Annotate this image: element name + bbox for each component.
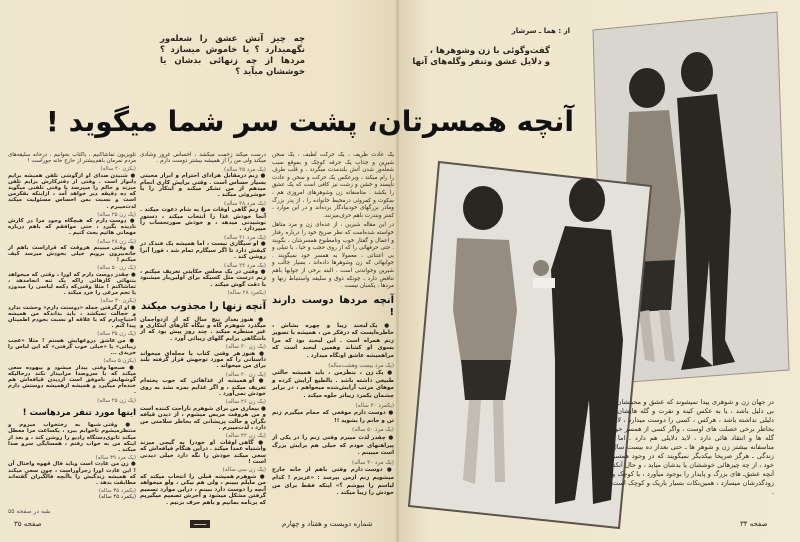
- quote-paragraph: ● زنم درمقابل هرادای احترام و ابراز محبتی بسیار حساس است . وقتی برایش کاری انجام میدهم از من تشکر میکند و اینکار را با خوشروئی میکند .: [140, 173, 266, 199]
- page-number-left: صفحه ۳۵: [14, 520, 42, 528]
- quote-paragraph: ● زن من عادت است وباید فال قهوه واختال آن ! این عادت اورا زجرآوراست ، چون سعی میکند که همیشه زندگیش را باآنچه فالگیران گفته‌اند مطابقت بدهد .: [8, 461, 136, 486]
- section-heading: آنچه زنها را مجذوب میکند: [141, 300, 266, 312]
- quote-paragraph: (یکمرد ۴۵ ساله): [98, 494, 136, 501]
- respondent-tag: (یک مرد ۳۱ ساله): [224, 234, 266, 241]
- respondent-tag: (یک مرد ۳۳ ساله): [224, 262, 266, 269]
- page-gutter: [396, 0, 399, 542]
- magazine-logo: ــــــ: [190, 520, 210, 528]
- respondent-tag: (یک زن سی ساله): [222, 467, 266, 474]
- respondent-tag: (یکمرد ۴۰ ساله): [355, 402, 394, 409]
- section-heading: آنچه مردها دوست دارند !: [272, 294, 394, 318]
- text-column-1: [8, 152, 136, 503]
- respondent-tag: (یک مرد ۳۰ ساله): [352, 459, 394, 466]
- subtitle-line: گفت‌وگوئی با زن وشوهرها ،: [429, 46, 550, 56]
- respondent-tag: (یکزن ۲۰ ساله): [100, 166, 136, 173]
- article-deck: چه چیز آتش عشق را شعله‌ور نگهمیدارد ؟ یا خاموش میسازد ؟ مردها از چه زنهائی بدشان یا خوششان میآید ؟: [160, 34, 305, 77]
- quote-paragraph: تلویزیون تماشاکنیم ، یاکتاب بخوانیم ، درخانه سلیقه‌های مردم نمرمان باهم‌بیشتر از خارج خانه جوراست !: [8, 152, 136, 165]
- text-column-3: [272, 152, 394, 500]
- respondent-tag: (یک زن ۲۵ ساله): [97, 211, 136, 218]
- quote-paragraph: ● چقدر دوست دارم که اورا ، وقتی که میخواهد بتنهائی کارهائی راکه یک تنه انجامدهد ، تماشاکنم ! مثلا وقتی‌که دکمه لباسی را میدوزد یا تخم مرغی را خرد میکند .: [8, 272, 136, 297]
- article-subtitle: [405, 46, 550, 68]
- quote-paragraph: ● شوهرم همیشه قبلی را انتخاب میکند که من مایلم ببینم ، ولی هم بیکی ، ولو میخواهد آنچه را دوست دارد ببینم ، دراین موارد تصمیم گرفتن مشکل میشود و آخرش تصمیم میگیریم که برنامه بمانیم و باهم حرف بزنیم .: [140, 474, 266, 506]
- continued-note: بقیه در صفحه ۵۵: [8, 508, 51, 515]
- quote-paragraph: ● چقدر لذت میبرم وقتی زنم را در یکی از پیراهنهای خودم که خیلی هم برایش بزرگ است میبینم .: [272, 435, 394, 458]
- quote-paragraph: ● شنیدن صدای او ازگوشی تلفن همیشه برایم دلنواز است . وقتی از دفترکارش برایم تلفن میزند و حالم را میپرسد یا وقتی تلفنی میگوید که ده دقیقه دیر خواهد آمد ، ازاینکه بفکرمن است و نسبت بمن احساس مسئولیت میکند لذت‌میبرم .: [8, 173, 136, 210]
- quote-paragraph: ● دوست دارم که هیچگاه وجود مرا در کارش نادیده بگیرد ، حتی موافقم که باهم درباره مهمانی هائیم بحث کنیم .: [8, 218, 136, 237]
- respondent-tag: (یک زن ۳۵ ساله): [97, 331, 136, 338]
- quote-paragraph: ● وقتی در یک مجلس حکایتی تعریف میکنم ، زنم درست مثل کسیکه برای اولین‌بار میشنود با دقت گوش میکند .: [140, 269, 266, 288]
- subtitle-line: و دلایل عشق وتنفر وگله‌های آنها: [412, 57, 550, 67]
- respondent-tag: (یک زن ۲۰ ساله): [225, 371, 266, 378]
- respondent-tag: (یک زن ۵۰ ساله): [97, 265, 136, 272]
- respondent-tag: (یک زن ۴۲ ساله): [225, 433, 266, 440]
- quote-paragraph: ● او ازگرفتن جمله «دوستت دارم» وحشت ندارد و خجالت نمیکشد ، باید بداندکه من همیشه احتیاج‌دارم که با علاقه او نسبت بخودم اطمینان پیدا کنم .: [8, 305, 136, 330]
- quote-paragraph: ● هنوز بعداز پنج سال که از ازدواجمان میگذرد شوهرم گاه و بیگاه کارهای ابتکاری و غیر منتظره میکند . چند روز پیش بود که از باشگاهی برایم گلهای زیبائی آورد .: [140, 317, 266, 343]
- quote-paragraph: ● او همیشه از غذاهائی که خوب پخته‌ام تعریف میکند ، و اگر غذایم بمزه نشد به روی خودش نمی‌آورد .: [140, 378, 266, 397]
- section-heading: اینها مورد تنفر مردهاست !: [22, 407, 136, 418]
- respondent-tag: (یکمرد ۳۵ ساله): [98, 488, 136, 495]
- quote-paragraph: ● یک زن ، بنظرمن ، باید همیشه حالتی طبیعی داشته باشد . بالطبع آرایش کرده و موهای مرتب آرایش‌شده میخواهم ، در برابر چشمان یکمرد زیباتر جلوه میکند .: [272, 370, 394, 400]
- quote-paragraph: ● یک لبخند زیبا و چهره بشاش ، خاطره‌ایست که درفکر من ، همیشه با تصویر زنم همراه است . این لبخند بود که مرا بسوی او کشاند وهمین لبخند است که مراهمیشه عاشق اونگاه میدارد .: [272, 323, 394, 361]
- quote-paragraph: یک عادت ظریف ، یک حرکت لطیف ، یک سخن شیرین و جذاب یک جرقه کوچک و بموقع سبب شعله‌ور شدن آتش بلندمدت میگردد ، و قلب طرف را رام میکند ، وبرعکس یک حرکت و سخن و عادت ناپسند و خشن و زشت نیز کافی است که یک عشق را بکشد . متاسفانه زن وشوهرهای امروزی هم ، سکوت و کمروئی درمحیط خانواده را ، از پدر بزرگ ومادر بزرگهای خودبیادگار برده‌اند و در این موارد ، کمتر وبندرت باهم حرف‌میزنند.: [272, 152, 394, 219]
- quote-paragraph: ● هنوز هر وقتی کتاب یا مجله‌ای میخواند داستانی را که مورد توجهش قرار گرفته بلند برای من میخواند .: [140, 351, 266, 370]
- respondent-tag: (یکمرد ۲۸ ساله): [227, 290, 266, 297]
- quote-paragraph: ● زنم گاهی اوقات مرا به شام دعوت میکند . آنجا خودش غذا را انتخاب میکند ، دستور نوشیدنی میدهد ، و خودش صورتحساب را میپردازد .: [140, 207, 266, 233]
- respondent-tag: (یک زن ۳۰ ساله): [225, 344, 266, 351]
- respondent-tag: (یکزن ۳۰ ساله): [100, 298, 136, 305]
- respondent-tag: (یک زن ۲۵ ساله): [97, 397, 136, 404]
- respondent-tag: (یک مرد ۳۵ ساله): [224, 166, 266, 173]
- author-byline: از : هما ـ سرشار: [511, 27, 570, 35]
- respondent-tag: (یک مرد ۳۹ ساله): [95, 455, 136, 462]
- quote-paragraph: ● دوست دارم وقتی باهم از خانه خارج میشویم زنم ازمن بپرسد : «عزیزم ! کدام لباسم را بپوشم ؟» اینکه فقط برای من خودش را زیبا میکند .: [272, 467, 394, 497]
- issue-number: شماره دویست و هفتاد و چهارم: [282, 520, 373, 528]
- page-title: آنچه همسرتان، پشت سر شما میگوید !: [46, 105, 574, 138]
- respondent-tag: (یک مرد ۵۰ ساله): [352, 427, 394, 434]
- quote-paragraph: ● صبحها وقتی بیدار میشود و بیهوده سعی میکند که با سروصدا مرابیدار نکند درحالیکه گوشهایش ناموفق است ازدیدن قیافه‌اش هم خنده‌ام میگیرد و همیشه ازهمیشه دوستش دارم .: [8, 365, 136, 396]
- respondent-tag: (یک مرد بیست وهشت‌ساله): [328, 362, 394, 369]
- quote-paragraph: ● او سیگاری نیست ، اما همیشه یک فندک در کیفش دارد تا اگر سیگارم تمام شد ، فورا آنرا روشن کند .: [140, 241, 266, 260]
- respondent-tag: (یک مرد ۳۸ ساله): [224, 200, 266, 207]
- quote-paragraph: ● گاهی اوقات او خودرا به گیجی میزند واشتباه عمدا میکند . دراین هنگام قیافه‌اش که سعی میکند خودش را نگه دارد خیلی دیدنی است !: [140, 440, 266, 466]
- quote-paragraph: در این مقاله شیرین ، از عده‌ای زن و مرد متاهل خواسته شده‌است که نظر صریح خود را درباره رفتار و اعمال و گفتار خوب ونامطبوع همسرشان ، بگویند . حتی حرفهائی را که از روی حجب و حیا ، یا تنبلی و بی اعتنائی ، معمولا به همسر خود نمیگویند . جوابهائی که زن وشوهرها داده‌اند ، بسیار جالب و شیرین وخواندنی است . البته برخی از جوابها باهم تناقض دارد ، چونکه ذوق و سلیقه واستنباط زنها و مردها ، یکسان نیست .: [272, 222, 394, 290]
- text-column-2: [140, 152, 266, 508]
- quote-paragraph: درست میکند زحمت میکشد ، احساس غرور وشادی میکند ولی من را از همیشه بیشتر دوست دارم .: [140, 152, 266, 165]
- quote-paragraph: ● بیماری من برای شوهرم ناراحت کننده است و من هروقت مریض میشوم ، از دیدن قیافه نگران و حالت پریشانی که بخاطر سلامتی من دارد ، لذت‌میبرم .: [140, 406, 266, 432]
- respondent-tag: (یک زن ۲۶ ساله): [225, 399, 266, 406]
- quote-paragraph: ● دوست دارم موقعی که حمام میگیرم زنم تن و جانم را بشوید !!: [272, 410, 394, 425]
- respondent-tag: (یک زن ۲۸ ساله): [97, 238, 136, 245]
- quote-paragraph: ● وقتی میبینم هروقت که قراراست باهم از خانه‌بیرون برویم خیلی بخودش میرسد کیف میکنم !: [8, 245, 136, 264]
- quote-paragraph: ● وقتی شبها به رختخواب میروم و منتظرمیشوم تاخوابم ببرد ، یکساعت مرا معطل میکند تاتوی‌دستگاه رادیو را روشن کند ، و بعد از اینکه من به خواب رفتم ، همسایگی سرو صدا میکند .: [8, 422, 136, 453]
- page-number-right: صفحه ۳۴: [740, 520, 768, 528]
- respondent-tag: (یکزن ۵ ساله): [103, 358, 136, 365]
- intro-paragraph: در جهان زن و شوهری پیدا نمیشوند که عشق و محبتشان ، بی دلیل باشد ، یا به عکس کینه و نفرت و گله هایشان ، دلیلی نداشته باشد ، هرکس ، کسی را دوست میدارد ، لابد بخاطر برخی خصلت های اوست ، واگر کسی از همسر خود گله ها و انتقاد هائی دارد ، لابد دلایلی هم دارد . اما ، متاسفانه بیشتر زن و شوهر ها ـ حتی بعداز ده بیست سال زندگی ـ هرگز صریحا بیکدیگر نمیگویند که در وجود همسر خود ، از چه چیزهائی خوششان یا بدشان میاید ، و حال آنکه آنچه عشق‌ـ های بزرگ و پایدار را بوجود میآورد ، یا کوچک و زودگذرشان میسازد ، همین‌نکات بسیار باریک و کوچک است .: [612, 398, 774, 496]
- quote-paragraph: ● من عاشق دروغهایش هستم ! مثلا «عجب زیبائی» یا «خیلی خوب گرفتی» که این لباس را خریدی ...: [8, 338, 136, 357]
